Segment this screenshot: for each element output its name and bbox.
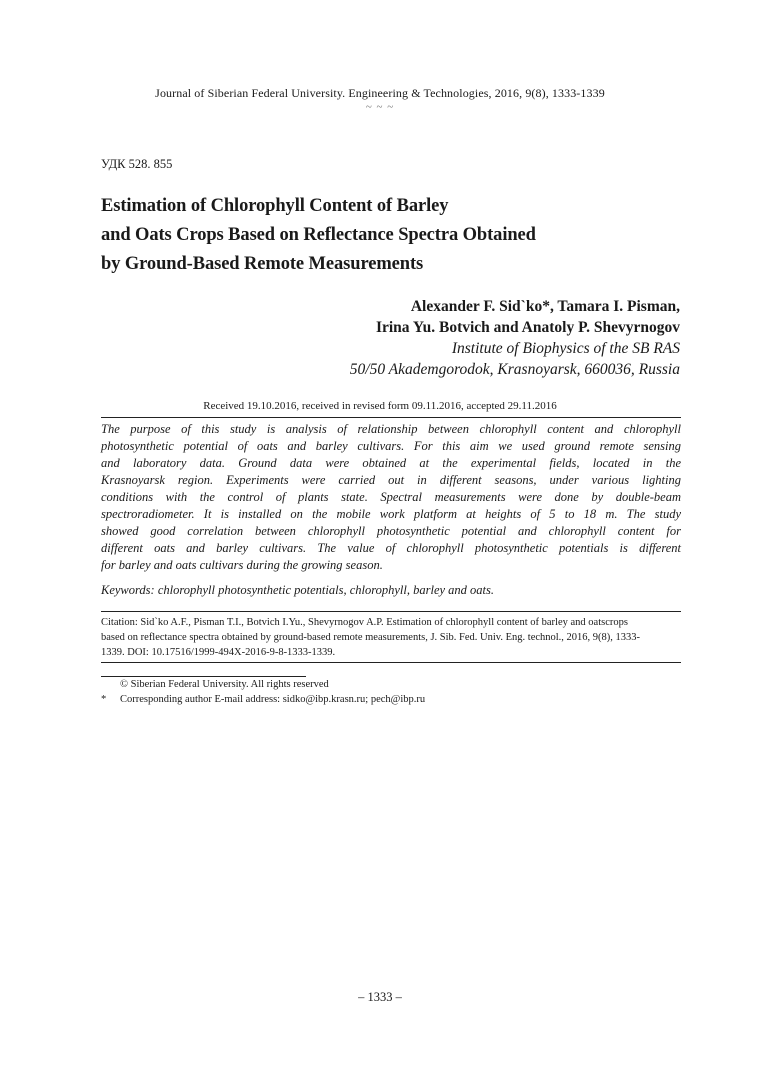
footnote-rule [101,676,306,677]
citation-line: based on reflectance spectra obtained by ground-based remote measurements, J. Sib. Fed. Univ. Eng. technol., 2016, 9(8), 1333- [101,632,641,643]
title-line: by Ground-Based Remote Measurements [101,254,424,274]
authors-line: Alexander F. Sid`ko*, Tamara I. Pisman, [410,298,680,315]
abstract-line: different oats and barley cultivars. The value of chlorophyll photosynthetic potentials is different [101,541,681,555]
corresponding-email-text: Corresponding author E-mail address: sidko@ibp.krasn.ru; pech@ibp.ru [120,694,426,705]
abstract-line: spectroradiometer. It is installed on the mobile work platform at heights of 5 to 18 m. The study [101,507,681,521]
keywords: Keywords: chlorophyll photosynthetic potentials, chlorophyll, barley and oats. [101,583,495,597]
affiliation-institute: Institute of Biophysics of the SB RAS [451,340,680,357]
abstract-line: showed good correlation between chlorophyll photosynthetic potential and chlorophyll content for [101,524,681,538]
header-ornament: ~ ~ ~ [365,101,395,113]
abstract [101,421,681,574]
paper-title [101,192,661,279]
abstract-top-rule [101,417,681,418]
received-dates: Received 19.10.2016, received in revised form 09.11.2016, accepted 29.11.2016 [203,400,557,412]
authors-line: Irina Yu. Botvich and Anatoly P. Shevyrnogov [375,319,680,336]
abstract-line: and laboratory data. Ground data were obtained at the experimental fields, located in the [101,456,681,470]
affiliation-address: 50/50 Akademgorodok, Krasnoyarsk, 660036, Russia [349,361,680,378]
citation [101,615,681,660]
abstract-line: photosynthetic potential of oats and barley cultivars. For this aim we used ground remote sensing [101,439,681,453]
title-line: and Oats Crops Based on Reflectance Spectra Obtained [101,225,536,245]
abstract-line: conditions with the control of plants state. Spectral measurements were done by double-beam [101,490,681,504]
footnote-corresponding [101,694,681,705]
abstract-line: Krasnoyarsk region. Experiments were carried out in different seasons, under various lighting [101,473,681,487]
citation-line: Citation: Sid`ko A.F., Pisman T.I., Botvich I.Yu., Shevyrnogov A.P. Estimation of chlorophyll content of barley and oatscrops [101,617,628,628]
footnote-copyright [101,679,681,690]
title-line: Estimation of Chlorophyll Content of Barley [101,196,449,216]
abstract-line: for barley and oats cultivars during the growing season. [101,558,383,572]
citation-bottom-rule [101,662,681,663]
journal-header: Journal of Siberian Federal University. Engineering & Technologies, 2016, 9(8), 1333-1339 [155,86,605,100]
author-block [80,296,680,380]
citation-line: 1339. DOI: 10.17516/1999-494X-2016-9-8-1333-1339. [101,647,336,658]
abstract-line: The purpose of this study is analysis of relationship between chlorophyll content and chlorophyll [101,422,681,436]
copyright-text: © Siberian Federal University. All rights reserved [120,679,329,690]
footnote-mark: * [101,694,107,705]
page-number: – 1333 – [358,990,402,1004]
citation-top-rule [101,611,681,612]
udk-code: УДК 528. 855 [101,157,173,171]
